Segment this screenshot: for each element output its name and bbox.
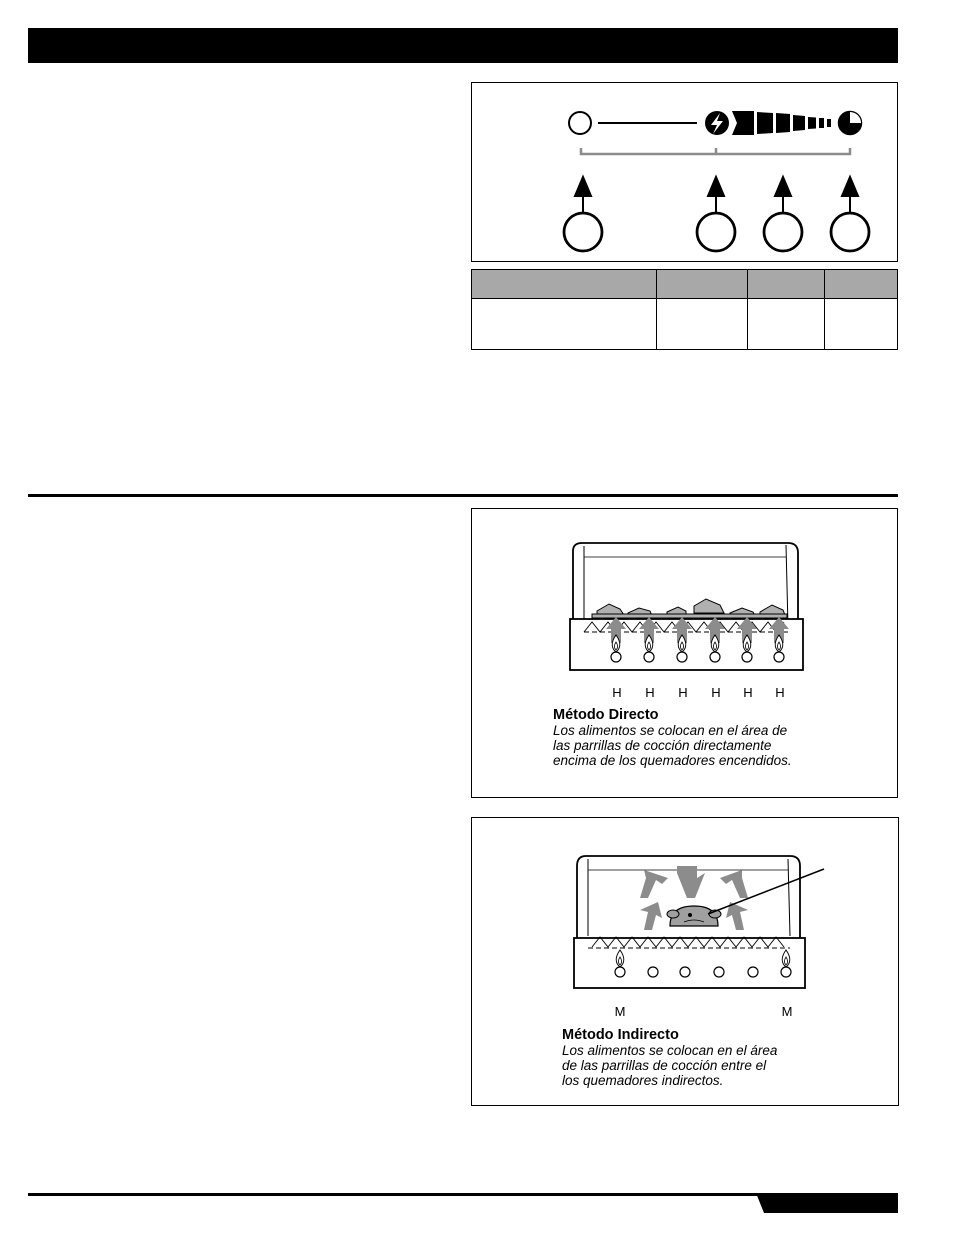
page-number-tab	[756, 1193, 898, 1213]
table-cell	[825, 299, 898, 350]
indirect-method-title: Método Indirecto	[562, 1027, 679, 1043]
table-cell	[472, 299, 657, 350]
burner-setting-label: H	[775, 685, 785, 700]
burner-setting-label: M	[614, 1004, 626, 1019]
burner-setting-label: M	[781, 1004, 793, 1019]
table-header-row	[472, 270, 898, 299]
direct-method-figure	[471, 508, 898, 798]
indirect-method-figure	[471, 817, 899, 1106]
flame-level-bar-icon	[732, 111, 831, 135]
direct-method-text: Los alimentos se colocan en el área de las parrillas de cocción directamente encima de los quemadores encendidos.	[553, 723, 792, 768]
direct-method-title: Método Directo	[553, 707, 659, 723]
table-cell	[657, 299, 748, 350]
burner-setting-label: H	[743, 685, 753, 700]
table-header-cell	[472, 270, 657, 299]
ignite-bolt-icon	[705, 111, 729, 135]
knob-dial-graphic	[472, 83, 899, 263]
section-divider	[28, 494, 898, 497]
indirect-method-text: Los alimentos se colocan en el área de las parrillas de cocción entre el los quemadores indirectos.	[562, 1043, 778, 1088]
burner-setting-label: H	[645, 685, 655, 700]
knob-settings-table	[471, 269, 898, 350]
burner-setting-label: H	[612, 685, 622, 700]
up-arrow-icon	[575, 177, 858, 213]
burner-setting-label: H	[711, 685, 721, 700]
knob-settings-diagram	[471, 82, 898, 262]
off-circle-icon	[569, 112, 591, 134]
header-bar	[28, 28, 898, 63]
low-quarter-circle-icon	[839, 112, 861, 134]
table-cell	[748, 299, 825, 350]
table-header-cell	[748, 270, 825, 299]
table-header-cell	[825, 270, 898, 299]
burner-setting-label: H	[678, 685, 688, 700]
table-row	[472, 299, 898, 350]
table-header-cell	[657, 270, 748, 299]
